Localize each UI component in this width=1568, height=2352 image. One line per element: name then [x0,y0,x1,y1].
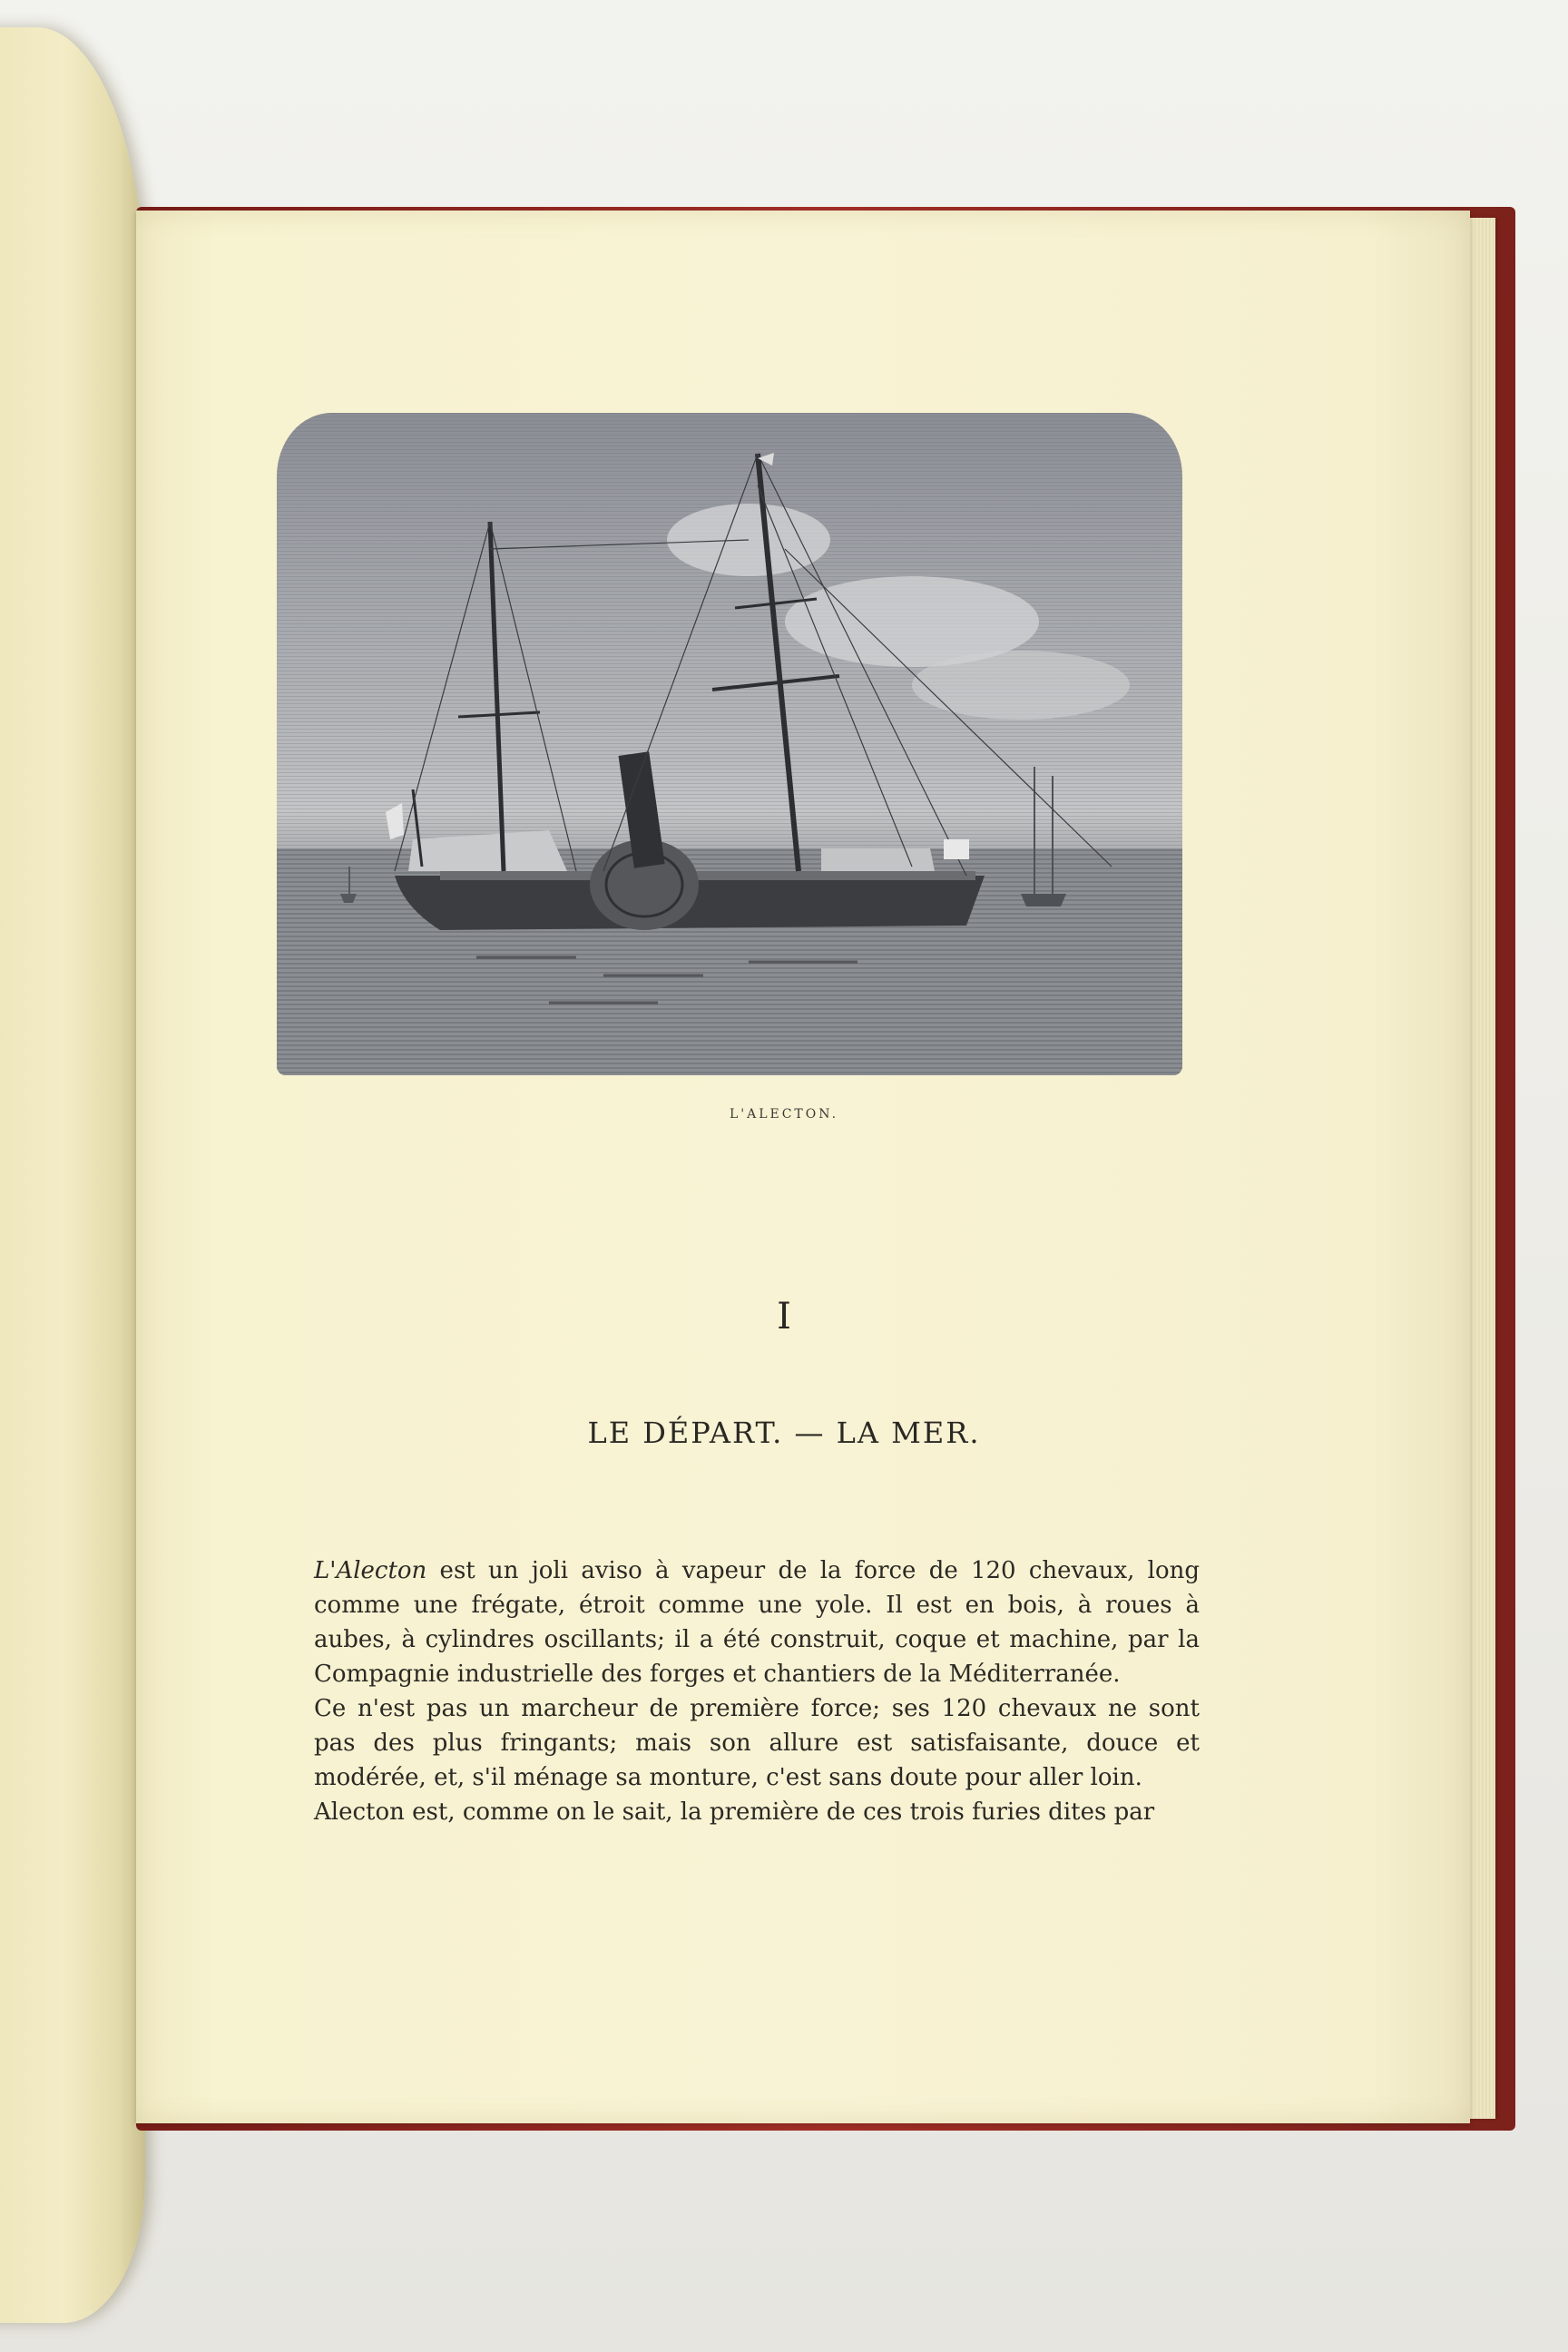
paragraph-2 [314,1691,1200,1795]
chapter-title: LE DÉPART. — LA MER. [587,1416,981,1450]
ship-engraving [277,413,1182,1075]
paragraph-3 [314,1795,1200,1829]
illustration-caption: L'ALECTON. [729,1107,839,1122]
paragraph-text: est un joli aviso à vapeur de la force de 120 chevaux, long comme une frégate, étroit comme une yole. Il est en bois, à roues à aubes, à cylindres oscillants; il a été construit, coque et machine, par la Compagnie industrielle des forges et chantiers de la Méditerranée. [314,1557,1200,1688]
paragraph-text: Alecton est, comme on le sait, la première de ces trois furies dites par [314,1798,1155,1826]
ship-name-italic: L'Alecton [314,1557,427,1584]
page-block-edge [1470,218,1495,2119]
paragraph-1 [314,1553,1200,1691]
chapter-number: I [777,1296,791,1338]
body-text [314,1553,1200,1829]
facing-page [0,27,145,2323]
paragraph-text: Ce n'est pas un marcheur de première force; ses 120 chevaux ne sont pas des plus fringants; mais son allure est satisfaisante, douce et modérée, et, s'il ménage sa monture, c'est sans doute pour aller loin. [314,1695,1200,1791]
